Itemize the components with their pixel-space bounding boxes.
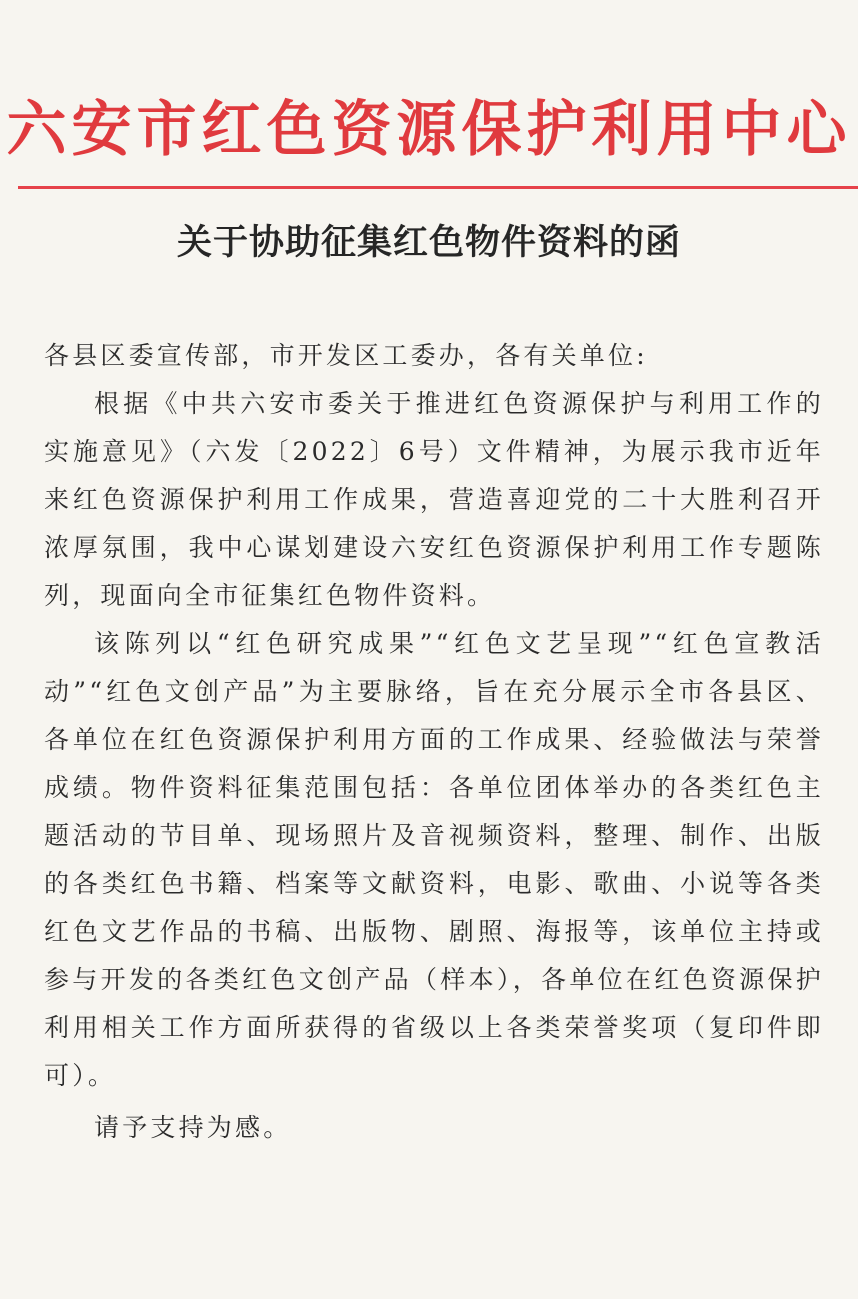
salutation: 各县区委宣传部，市开发区工委办，各有关单位: [44, 341, 648, 370]
closing-line: 请予支持为感。 [94, 1113, 292, 1142]
paragraph-2: 该陈列以“红色研究成果”“红色文艺呈现”“红色宣教活动”“红色文创产品”为主要脉络，旨在充分展示全市各县区、各单位在红色资源保护利用方面的工作成果、经验做法与荣誉成绩。物件资料征集范围包括：各单位团体举办的各类红色主题活动的节目单、现场照片及音视频资料，整理、制作、出版的各类红色书籍、档案等文献资料，电影、歌曲、小说等各类红色文艺作品的书稿、出版物、剧照、海报等，该单位主持或参与开发的各类红色文创产品（样本），各单位在红色资源保护利用相关工作方面所获得的省级以上各类荣誉奖项（复印件即可）。 [44, 629, 824, 1090]
letterhead-organization: 六安市红色资源保护利用中心 [6, 95, 852, 165]
paragraph-1: 根据《中共六安市委关于推进红色资源保护与利用工作的实施意见》（六发〔2022〕6号）文件精神，为展示我市近年来红色资源保护利用工作成果，营造喜迎党的二十大胜利召开浓厚氛围，我中心谋划建设六安红色资源保护利用工作专题陈列，现面向全市征集红色物件资料。 [44, 389, 824, 610]
document-body [44, 332, 824, 1152]
letterhead-divider [18, 186, 858, 189]
document-title: 关于协助征集红色物件资料的函 [176, 222, 681, 263]
